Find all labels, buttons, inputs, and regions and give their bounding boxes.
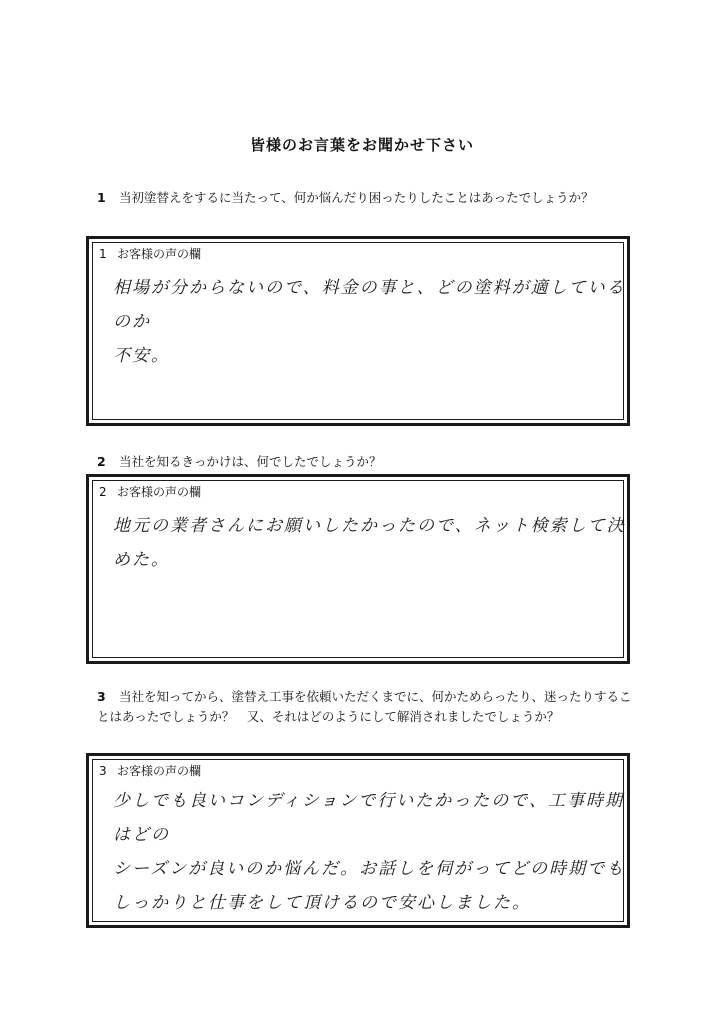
handwritten-answer-3 [113, 784, 627, 920]
answer-line: しっかりと仕事をして頂けるので安心しました。 [113, 893, 531, 913]
question-number: 1 [97, 190, 106, 205]
answer-box-number: 2 [99, 485, 107, 499]
answer-box-number: 1 [99, 247, 107, 261]
answer-box-3 [86, 753, 630, 928]
handwritten-answer-1 [113, 271, 627, 373]
answer-box-label [99, 245, 201, 262]
answer-line: 地元の業者さんにお願いしたかったので、ネット検索して決めた。 [113, 516, 626, 570]
question-1 [97, 188, 637, 208]
answer-box-label [99, 483, 201, 500]
answer-line: 不安。 [113, 346, 170, 366]
answer-line: 相場が分からないので、料金の事と、どの塗料が適しているのか [113, 278, 626, 332]
handwritten-answer-2 [113, 509, 627, 577]
answer-box-label-text: お客様の声の欄 [117, 247, 202, 261]
answer-box-2 [86, 474, 630, 664]
question-number: 2 [97, 454, 106, 469]
question-text: 当初塗替えをするに当たって、何か悩んだり困ったりしたことはあったでしょうか？ [119, 190, 594, 205]
answer-box-1 [86, 236, 630, 426]
page-title: 皆様のお言葉をお聞かせ下さい [249, 136, 474, 154]
answer-box-label-text: お客様の声の欄 [117, 485, 202, 499]
question-3 [97, 687, 637, 727]
question-2 [97, 452, 637, 472]
question-text: 当社を知ってから、塗替え工事を依頼いただくまでに、何かためらったり、迷ったりすることはあったでしょうか？ 又、それはどのようにして解消されましたでしょうか？ [97, 689, 632, 724]
answer-box-label-text: お客様の声の欄 [117, 764, 202, 778]
answer-box-label [99, 762, 201, 779]
answer-line: シーズンが良いのか悩んだ。お話しを伺がってどの時期でも [113, 859, 626, 879]
question-number: 3 [97, 689, 106, 704]
answer-line: 少しでも良いコンディションで行いたかったので、工事時期はどの [113, 791, 624, 845]
question-text: 当社を知るきっかけは、何でしたでしょうか？ [119, 454, 382, 469]
answer-box-number: 3 [99, 764, 107, 778]
